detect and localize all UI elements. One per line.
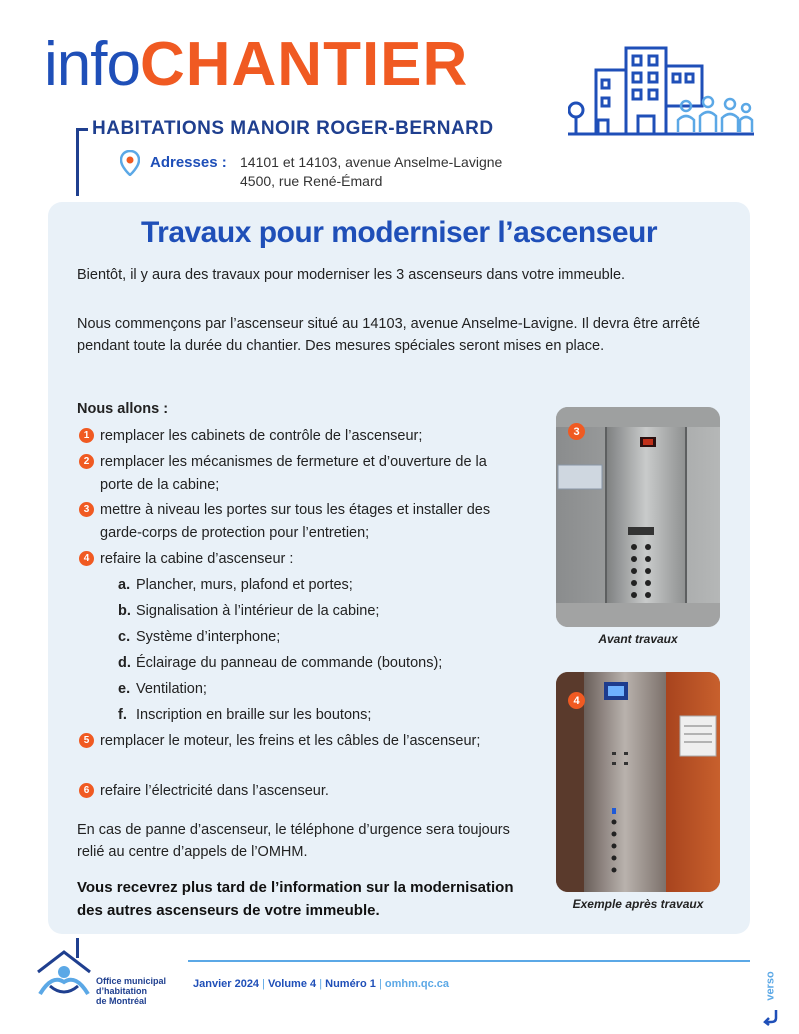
issue-info — [193, 978, 449, 990]
location-pin-icon — [120, 150, 140, 176]
verso-link[interactable] — [762, 968, 784, 1028]
omhm-logo-icon — [34, 946, 94, 1002]
sub-item-text: Plancher, murs, plafond et portes; — [136, 577, 353, 593]
sub-item-text: Inscription en braille sur les boutons; — [136, 707, 372, 723]
address-line-2: 4500, rue René-Émard — [240, 173, 383, 189]
verso-label: verso — [764, 971, 777, 1001]
photo-number-4: 4 — [568, 692, 585, 709]
item-number-6: 6 — [79, 783, 94, 798]
brand-title — [44, 30, 468, 100]
sub-item — [118, 600, 379, 623]
closing-paragraph: Vous recevrez plus tard de l’information sur la modernisation des autres ascenseurs de votre immeuble. — [77, 879, 514, 919]
list-item: mettre à niveau les portes sur tous les étages et installer des garde-corps de protection pour l’entretien; — [100, 502, 491, 541]
turn-page-arrow-icon — [762, 1008, 782, 1026]
intro-paragraph-1: Bientôt, il y aura des travaux pour moderniser les 3 ascenseurs dans votre immeuble. — [77, 267, 626, 283]
project-subtitle: HABITATIONS MANOIR ROGER-BERNARD — [92, 118, 494, 139]
buildings-people-icon — [568, 40, 754, 140]
list-item: refaire l’électricité dans l’ascenseur. — [100, 783, 329, 799]
sub-item-text: Système d’interphone; — [136, 629, 281, 645]
list-heading: Nous allons : — [77, 401, 169, 417]
sub-item-letter: f. — [118, 707, 127, 723]
item-number-3: 3 — [79, 502, 94, 517]
sub-item-letter: b. — [118, 603, 131, 619]
separator: | — [378, 978, 382, 990]
org-name — [96, 976, 166, 1006]
separator: | — [319, 978, 323, 990]
sub-item — [118, 678, 207, 701]
brand-chantier: CHANTIER — [139, 30, 469, 99]
website-link[interactable]: omhm.qc.ca — [384, 978, 450, 990]
issue-number: Numéro 1 — [325, 978, 376, 990]
elevator-before-photo — [556, 407, 720, 627]
issue-volume: Volume 4 — [268, 978, 317, 990]
header-divider-tick — [76, 128, 88, 131]
header-divider — [76, 128, 79, 196]
sub-item — [118, 652, 442, 675]
org-name-line-3: de Montréal — [96, 996, 147, 1006]
sub-item-text: Éclairage du panneau de commande (boutons); — [136, 655, 443, 671]
list-item: remplacer le moteur, les freins et les câbles de l’ascenseur; — [100, 733, 481, 749]
address-line-1: 14101 et 14103, avenue Anselme-Lavigne — [240, 154, 503, 170]
photo-caption-after: Exemple après travaux — [572, 897, 704, 911]
sub-item — [118, 704, 371, 727]
address-label: Adresses : — [150, 154, 227, 171]
list-item: remplacer les cabinets de contrôle de l’ascenseur; — [100, 428, 423, 444]
page-title: Travaux pour moderniser l’ascenseur — [140, 216, 658, 249]
sub-item-letter: c. — [118, 629, 131, 645]
list-item: refaire la cabine d’ascenseur : — [100, 551, 294, 567]
separator: | — [262, 978, 265, 990]
sub-item-text: Signalisation à l’intérieur de la cabine; — [136, 603, 380, 619]
sub-item — [118, 626, 280, 649]
emergency-paragraph: En cas de panne d’ascenseur, le téléphone d’urgence sera toujours relié au centre d’appels de l’OMHM. — [77, 822, 510, 860]
sub-item-letter: a. — [118, 577, 131, 593]
brand-info: info — [44, 30, 140, 99]
sub-item — [118, 574, 353, 597]
item-number-1: 1 — [79, 428, 94, 443]
sub-item-letter: d. — [118, 655, 131, 671]
item-number-2: 2 — [79, 454, 94, 469]
sub-item-letter: e. — [118, 681, 131, 697]
list-item: remplacer les mécanismes de fermeture et d’ouverture de la porte de la cabine; — [100, 454, 487, 493]
org-name-line-2: d’habitation — [96, 986, 147, 996]
sub-item-text: Ventilation; — [136, 681, 207, 697]
item-number-5: 5 — [79, 733, 94, 748]
item-number-4: 4 — [79, 551, 94, 566]
footer-line — [188, 960, 750, 962]
intro-paragraph-2: Nous commençons par l’ascenseur situé au 14103, avenue Anselme-Lavigne. Il devra être arrêté pendant toute la durée du chantier. Des mesures spéciales seront mises en place. — [77, 316, 701, 354]
issue-date: Janvier 2024 — [193, 978, 260, 990]
photo-caption-before: Avant travaux — [598, 632, 678, 646]
org-name-line-1: Office municipal — [96, 976, 167, 986]
photo-number-3: 3 — [568, 423, 585, 440]
